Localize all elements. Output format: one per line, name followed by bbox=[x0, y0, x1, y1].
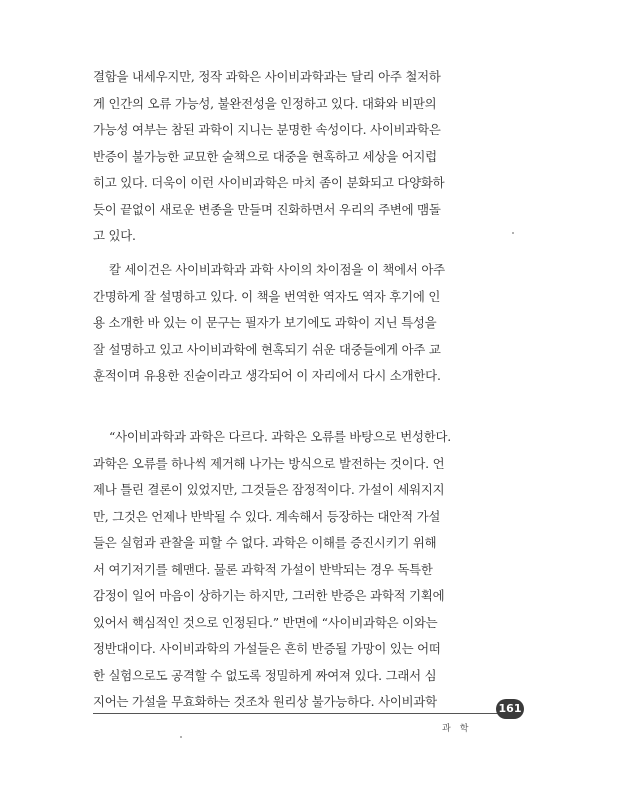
scan-speck bbox=[180, 736, 182, 738]
text-line: 고 있다. bbox=[93, 228, 136, 243]
footer-section-label: 과학 bbox=[442, 724, 478, 734]
text-line: 서 여기저기를 헤맨다. 물론 과학적 가설이 반박되는 경우 독특한 bbox=[93, 561, 433, 577]
scan-speck bbox=[512, 232, 514, 234]
text-line: 잘 설명하고 있고 사이비과학에 현혹되기 쉬운 대중들에게 아주 교 bbox=[93, 341, 441, 357]
text-line: 결함을 내세우지만, 정작 과학은 사이비과학과는 달리 아주 철저하 bbox=[93, 69, 441, 84]
text-line: 한 실험으로도 공격할 수 없도록 정밀하게 짜여져 있다. 그래서 심 bbox=[93, 667, 437, 683]
text-line: 히고 있다. 더욱이 이런 사이비과학은 마치 좀이 분화되고 다양화하 bbox=[93, 175, 445, 190]
text-line: “사이비과학과 과학은 다르다. 과학은 오류를 바탕으로 번성한다. bbox=[109, 429, 452, 444]
paragraph-2 bbox=[93, 257, 523, 390]
text-line: 칼 세이건은 사이비과학과 과학 사이의 차이점을 이 책에서 아주 bbox=[109, 262, 445, 277]
text-line: 들은 실험과 관찰을 피할 수 없다. 과학은 이해를 증진시키기 위해 bbox=[93, 535, 437, 550]
text-line: 만, 그것은 언제나 반박될 수 있다. 계속해서 등장하는 대안적 가설 bbox=[93, 508, 441, 524]
text-line: 듯이 끝없이 새로운 변종을 만들며 진화하면서 우리의 주변에 맴돌 bbox=[93, 201, 441, 217]
paragraph-3-quote bbox=[93, 424, 523, 716]
footer-rule bbox=[93, 713, 501, 714]
text-line: 용 소개한 바 있는 이 문구는 필자가 보기에도 과학이 지닌 특성을 bbox=[93, 315, 437, 330]
text-line: 감정이 일어 마음이 상하기는 하지만, 그러한 반증은 과학적 기획에 bbox=[93, 588, 445, 603]
text-line: 게 인간의 오류 가능성, 불완전성을 인정하고 있다. 대화와 비판의 bbox=[93, 95, 437, 111]
text-line: 과학은 오류를 하나씩 제거해 나가는 방식으로 발전하는 것이다. 언 bbox=[93, 455, 445, 471]
text-line: 반증이 불가능한 교묘한 술책으로 대중을 현혹하고 세상을 어지럽 bbox=[93, 148, 437, 164]
paragraph-1 bbox=[93, 64, 523, 250]
text-line: 가능성 여부는 참된 과학이 지니는 분명한 속성이다. 사이비과학은 bbox=[93, 122, 441, 137]
page-number-badge: 161 bbox=[496, 699, 524, 719]
text-line: 훈적이며 유용한 진술이라고 생각되어 이 자리에서 다시 소개한다. bbox=[93, 368, 441, 383]
text-line: 있어서 핵심적인 것으로 인정된다.” 반면에 “사이비과학은 이와는 bbox=[93, 614, 438, 630]
text-line: 지어는 가설을 무효화하는 것조차 원리상 불가능하다. 사이비과학 bbox=[93, 694, 437, 709]
text-line: 제나 틀린 결론이 있었지만, 그것들은 잠정적이다. 가설이 세워지지 bbox=[93, 482, 445, 497]
text-line: 간명하게 잘 설명하고 있다. 이 책을 번역한 역자도 역자 후기에 인 bbox=[93, 288, 441, 304]
text-line: 정반대이다. 사이비과학의 가설들은 흔히 반증될 가망이 있는 어떠 bbox=[93, 641, 441, 656]
